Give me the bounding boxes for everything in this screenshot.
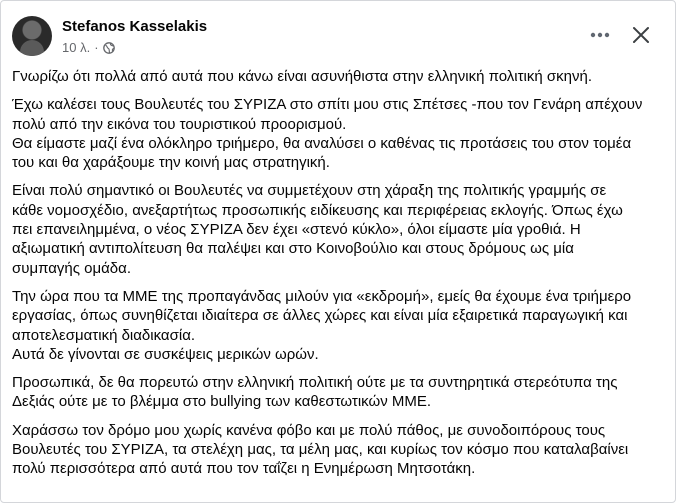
post-actions <box>585 23 653 47</box>
post-meta <box>62 17 207 56</box>
paragraph-1 <box>12 67 667 86</box>
text-line: αξιωματική αντιπολίτευση θα παλέψει και στο Κοινοβούλιο και στους δρόμους ως μία <box>12 240 574 258</box>
text-line: Είναι πολύ σημαντικό οι Βουλευτές να συμμετέχουν στη χάραξη της πολιτικής γραμμής σε <box>12 182 607 200</box>
close-icon <box>632 26 650 44</box>
post-time[interactable]: 10 λ. <box>62 39 91 55</box>
text-line: πει επανειλημμένα, ο νέος ΣΥΡΙΖΑ δεν έχει «στενό κύκλο», όλοι είμαστε μία γροθιά. Η <box>12 221 581 239</box>
more-dots-icon <box>590 32 610 38</box>
text-line: κάθε νομοσχέδιο, ανεξαρτήτως προσωπικής ειδίκευσης και περιφέρειας εκλογής. Όπως έχω <box>12 201 623 219</box>
post-text <box>12 67 667 488</box>
paragraph-6 <box>12 421 667 479</box>
text-line: του και θα χαράξουμε την κοινή μας στρατηγική. <box>12 154 330 172</box>
text-line: πολύ από την εικόνα του τουριστικού προορισμού. <box>12 115 347 133</box>
text-line: Θα είμαστε μαζί ένα ολόκληρο τριήμερο, θα αναλύσει ο καθένας τις προτάσεις του στον τομέα <box>12 134 632 152</box>
text-line: Δεξιάς ούτε με το βλέμμα στο bullying των καθεστωτικών ΜΜΕ. <box>12 393 432 411</box>
globe-icon[interactable] <box>103 41 115 53</box>
text-line: Βουλευτές του ΣΥΡΙΖΑ, τα στελέχη μας, τα μέλη μας, και κυρίως τον κόσμο που καταλαβαίνει <box>12 441 629 459</box>
separator-dot: · <box>94 39 99 55</box>
text-line: αποτελεσματική διαδικασία. <box>12 326 196 344</box>
text-line: Γνωρίζω ότι πολλά από αυτά που κάνω είναι ασυνήθιστα στην ελληνική πολιτική σκηνή. <box>12 68 592 85</box>
avatar[interactable] <box>12 16 52 56</box>
author-name[interactable]: Stefanos Kasselakis <box>62 17 208 35</box>
text-line: εργασίας, όπως συνηθίζεται ιδιαίτερα σε άλλες χώρες και είναι μία εξαιρετικά παραγωγική και <box>12 307 628 325</box>
close-button[interactable] <box>629 23 653 47</box>
text-line: συμπαγής ομάδα. <box>12 259 131 277</box>
post-header <box>12 14 207 58</box>
text-line: Έχω καλέσει τους Βουλευτές του ΣΥΡΙΖΑ στο σπίτι μου στις Σπέτσες -που τον Γενάρη απέχουν <box>12 96 643 114</box>
text-line: πολύ περισσότερα από αυτά που τον ταΐζει η Ενημέρωση Μητσοτάκη. <box>12 460 476 478</box>
text-line: Αυτά δε γίνονται σε συσκέψεις μερικών ωρών. <box>12 345 319 363</box>
paragraph-5 <box>12 373 667 412</box>
paragraph-4 <box>12 287 667 364</box>
text-line: Προσωπικά, δε θα πορευτώ στην ελληνική πολιτική ούτε με τα συντηρητικά στερεότυπα της <box>12 374 618 392</box>
paragraph-2 <box>12 95 667 172</box>
more-options-button[interactable] <box>585 24 615 46</box>
text-line: Την ώρα που τα ΜΜΕ της προπαγάνδας μιλούν για «εκδρομή», εμείς θα έχουμε ένα τριήμερο <box>12 287 632 305</box>
post-subline <box>62 39 207 56</box>
paragraph-3 <box>12 181 667 277</box>
text-line: Χαράσσω τον δρόμο μου χωρίς κανένα φόβο και με πολύ πάθος, με συνοδοιπόρους τους <box>12 421 606 439</box>
